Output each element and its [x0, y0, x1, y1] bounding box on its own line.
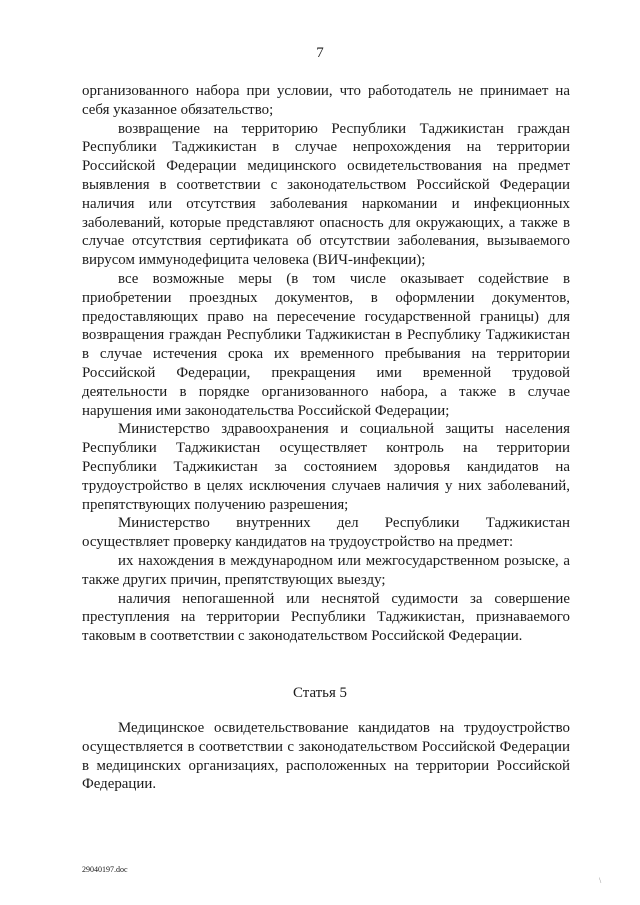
document-body: [82, 82, 570, 646]
paragraph-ministry-health: Министерство здравоохранения и социальной защиты населения Республики Таджикистан осуществляет контроль на территории Республики Таджикистан за состоянием здоровья кандидатов на трудоустройство в целях исключения случаев наличия у них заболеваний, препятствующих получению разрешения;: [82, 421, 570, 513]
corner-mark: \: [599, 876, 602, 885]
page-number: 7: [316, 45, 324, 61]
paragraph-measures: все возможные меры (в том числе оказывает содействие в приобретении проездных документов, в оформлении документов, предоставляющих право на пересечение государственной границы) для возвращения граждан Республики Таджикистан в Республику Таджикистан в случае истечения срока их временного пребывания на территории Российской Федерации, прекращения ими временной трудовой деятельности в порядке организованного набора, а также в случае нарушения ими законодательства Российской Федерации;: [82, 270, 570, 419]
paragraph-criminal-record: наличия непогашенной или неснятой судимости за совершение преступления на территории Республики Таджикистан, признаваемого таковым в соответствии с законодательством Российской Федерации.: [82, 590, 570, 645]
paragraph-wanted-list: их нахождения в международном или межгосударственном розыске, а также других причин, препятствующих выезду;: [82, 552, 570, 588]
article-heading: Статья 5: [293, 685, 347, 701]
paragraph-return-citizens: возвращение на территорию Республики Таджикистан граждан Республики Таджикистан в случае непрохождения на территории Российской Федерации медицинского освидетельствования на предмет выявления в соответствии с законодательством Российской Федерации наличия или отсутствия заболевания наркомании и инфекционных заболеваний, которые представляют опасность для окружающих, а также в случае отсутствия сертификата об отсутствии заболевания, вызываемого вирусом иммунодефицита человека (ВИЧ-инфекции);: [82, 120, 570, 269]
paragraph-continuation: организованного набора при условии, что работодатель не принимает на себя указанное обязательство;: [82, 83, 570, 118]
footer-file-name: 29040197.doc: [82, 865, 128, 874]
paragraph-ministry-interior: Министерство внутренних дел Республики Таджикистан осуществляет проверку кандидатов на трудоустройство на предмет:: [82, 515, 570, 551]
article-paragraph: Медицинское освидетельствование кандидатов на трудоустройство осуществляется в соответствии с законодательством Российской Федерации в медицинских организациях, расположенных на территории Российской Федерации.: [82, 720, 570, 793]
